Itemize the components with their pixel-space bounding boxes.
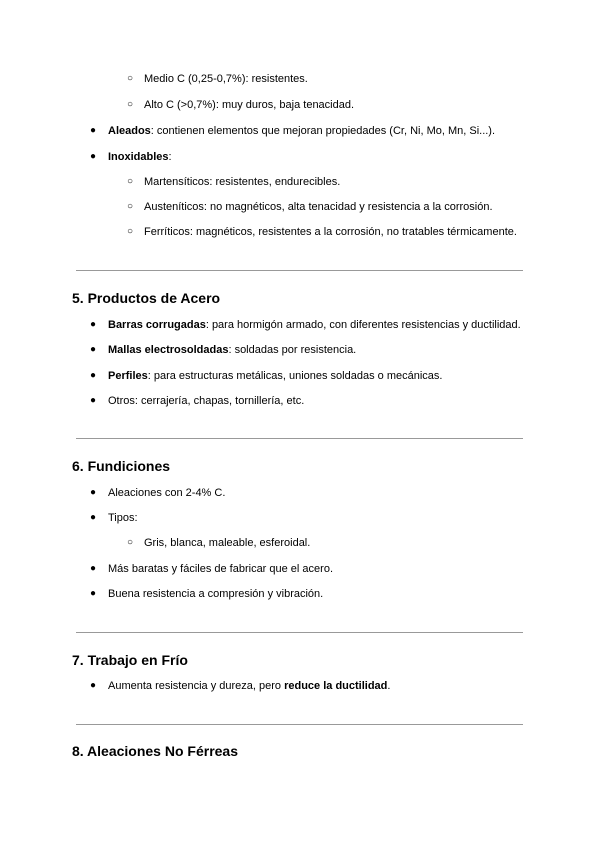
list-item: [90, 343, 357, 357]
list-item-term: Barras corrugadas: [108, 319, 206, 331]
list-item: [127, 200, 493, 214]
list-item-text: Otros: cerrajería, chapas, tornillería, etc.: [108, 395, 305, 407]
list-item: [90, 394, 305, 408]
list-item: [90, 511, 138, 525]
section-divider: [76, 724, 523, 725]
section-heading: 7. Trabajo en Frío: [72, 652, 188, 668]
list-item-text: Buena resistencia a compresión y vibración.: [108, 588, 324, 600]
list-item-text: Alto C (>0,7%): muy duros, baja tenacidad.: [144, 99, 355, 111]
list-item-term: Inoxidables: [108, 151, 169, 163]
disc-bullet-icon: ●: [90, 588, 97, 599]
list-item: [127, 72, 308, 86]
disc-bullet-icon: ●: [90, 680, 97, 691]
disc-bullet-icon: ●: [90, 487, 97, 498]
list-item-text: :: [168, 151, 172, 163]
section-divider: [76, 632, 523, 633]
list-item-text: Más baratas y fáciles de fabricar que el acero.: [108, 563, 334, 575]
list-item-text: : para estructuras metálicas, uniones soldadas o mecánicas.: [147, 370, 443, 382]
section-heading: 8. Aleaciones No Férreas: [72, 743, 239, 759]
list-item: [127, 175, 341, 189]
disc-bullet-icon: ●: [90, 512, 97, 523]
disc-bullet-icon: ●: [90, 395, 97, 406]
list-item: [127, 536, 311, 550]
list-item-text: Aumenta resistencia y dureza, pero: [108, 680, 285, 692]
list-item-emphasis: reduce la ductilidad: [284, 680, 388, 692]
section-heading: 5. Productos de Acero: [72, 290, 221, 306]
list-item: [127, 225, 517, 239]
list-item-text: : contienen elementos que mejoran propiedades (Cr, Ni, Mo, Mn, Si...).: [150, 125, 496, 137]
circle-bullet-icon: ○: [127, 99, 134, 110]
circle-bullet-icon: ○: [127, 176, 134, 187]
circle-bullet-icon: ○: [127, 73, 134, 84]
list-item-text: Tipos:: [108, 512, 138, 524]
disc-bullet-icon: ●: [90, 563, 97, 574]
disc-bullet-icon: ●: [90, 344, 97, 355]
section-divider: [76, 270, 523, 271]
list-item-term: Mallas electrosoldadas: [108, 344, 229, 356]
list-item-text: : soldadas por resistencia.: [228, 344, 357, 356]
circle-bullet-icon: ○: [127, 201, 134, 212]
disc-bullet-icon: ●: [90, 319, 97, 330]
list-item: [90, 124, 496, 138]
list-item: [90, 486, 226, 500]
list-item-text: : para hormigón armado, con diferentes resistencias y ductilidad.: [205, 319, 521, 331]
list-item: [90, 562, 334, 576]
section-heading: 6. Fundiciones: [72, 458, 171, 474]
list-item: [90, 587, 324, 601]
list-item-text-end: .: [387, 680, 391, 692]
disc-bullet-icon: ●: [90, 125, 97, 136]
list-item: [90, 150, 172, 164]
list-item-term: Aleados: [108, 125, 151, 137]
list-item-text: Austeníticos: no magnéticos, alta tenacidad y resistencia a la corrosión.: [144, 201, 493, 213]
list-item-text: Aleaciones con 2-4% C.: [108, 487, 226, 499]
section-divider: [76, 438, 523, 439]
list-item-text: Gris, blanca, maleable, esferoidal.: [144, 537, 311, 549]
circle-bullet-icon: ○: [127, 226, 134, 237]
disc-bullet-icon: ●: [90, 370, 97, 381]
list-item-term: Perfiles: [108, 370, 148, 382]
list-item: [90, 679, 391, 693]
list-item-text: Medio C (0,25-0,7%): resistentes.: [144, 73, 308, 85]
list-item: [90, 369, 443, 383]
list-item-text: Ferríticos: magnéticos, resistentes a la corrosión, no tratables térmicamente.: [144, 226, 517, 238]
list-item: [127, 98, 355, 112]
list-item: [90, 318, 521, 332]
disc-bullet-icon: ●: [90, 151, 97, 162]
list-item-text: Martensíticos: resistentes, endurecibles.: [144, 176, 341, 188]
circle-bullet-icon: ○: [127, 537, 134, 548]
